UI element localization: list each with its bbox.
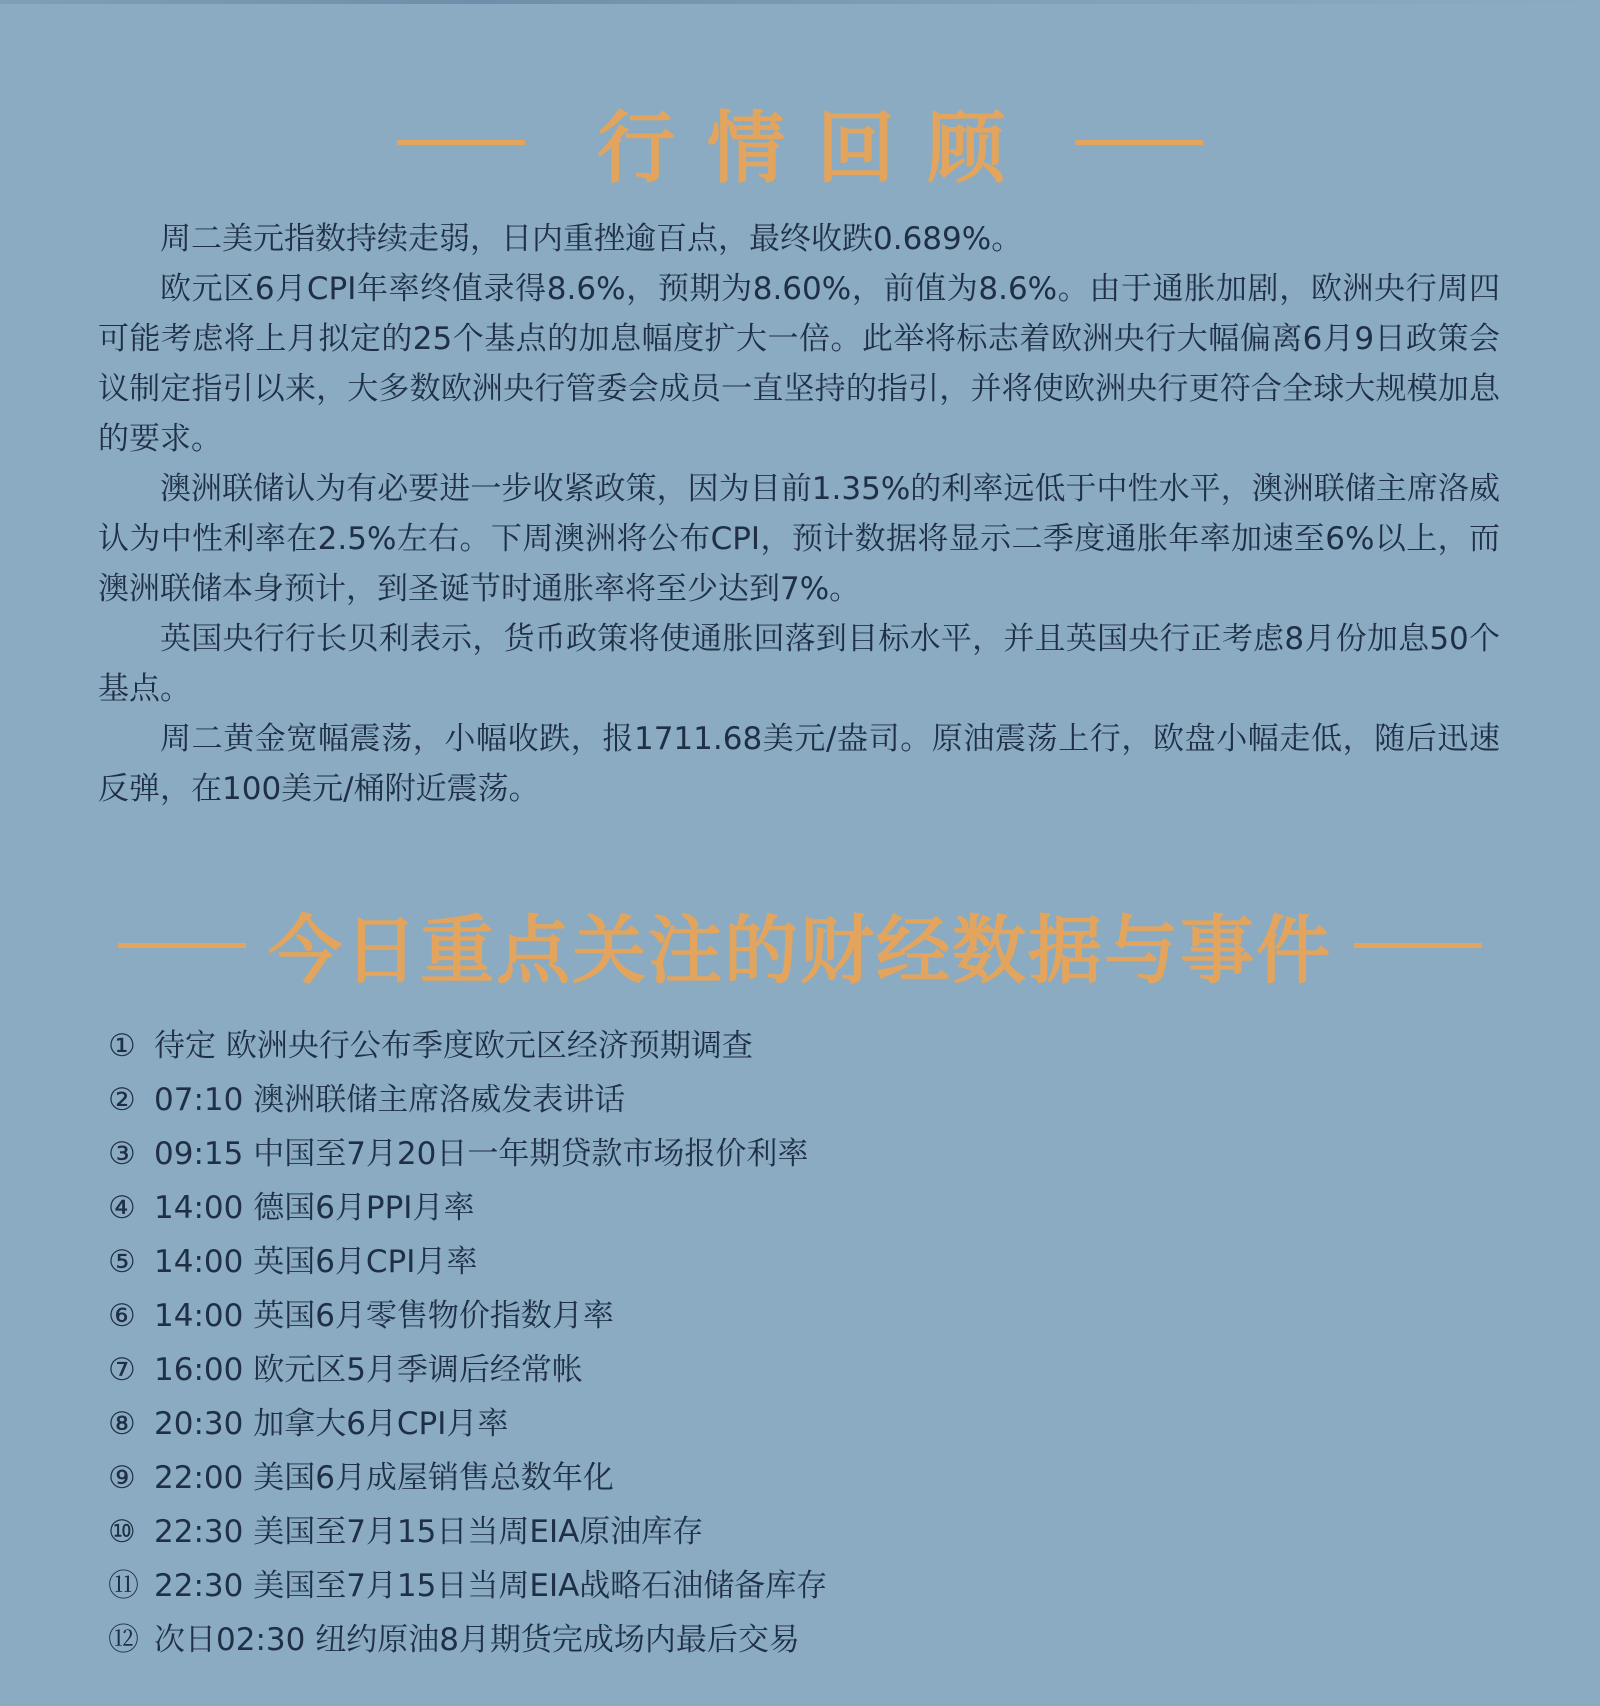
event-number: ⑩ bbox=[108, 1514, 136, 1550]
event-item bbox=[108, 1505, 1408, 1559]
review-paragraph: 英国央行行长贝利表示，货币政策将使通胀回落到目标水平，并且英国央行正考虑8月份加息50个基点。 bbox=[98, 621, 1500, 707]
event-number: ⑤ bbox=[108, 1244, 136, 1280]
focus-section-heading bbox=[0, 895, 1600, 995]
event-number: ① bbox=[108, 1028, 136, 1064]
event-item bbox=[108, 1073, 1408, 1127]
event-text: 待定 欧洲央行公布季度欧元区经济预期调查 bbox=[154, 1028, 753, 1064]
event-text: 22:30 美国至7月15日当周EIA原油库存 bbox=[154, 1514, 704, 1550]
heading-right-rule bbox=[1075, 140, 1203, 145]
review-paragraph: 周二美元指数持续走弱，日内重挫逾百点，最终收跌0.689%。 bbox=[160, 221, 1023, 257]
review-title: 行情回顾 bbox=[596, 104, 1037, 194]
event-number: ⑪ bbox=[108, 1568, 139, 1604]
event-text: 09:15 中国至7月20日一年期贷款市场报价利率 bbox=[154, 1136, 809, 1172]
event-text: 22:00 美国6月成屋销售总数年化 bbox=[154, 1460, 614, 1496]
top-decorative-strip bbox=[0, 0, 1600, 4]
event-item bbox=[108, 1397, 1408, 1451]
events-list bbox=[108, 1019, 1408, 1667]
event-text: 14:00 英国6月零售物价指数月率 bbox=[154, 1298, 614, 1334]
event-text: 14:00 英国6月CPI月率 bbox=[154, 1244, 478, 1280]
event-number: ⑦ bbox=[108, 1352, 136, 1388]
event-item bbox=[108, 1235, 1408, 1289]
event-text: 16:00 欧元区5月季调后经常帐 bbox=[154, 1352, 583, 1388]
event-text: 14:00 德国6月PPI月率 bbox=[154, 1190, 475, 1226]
heading-right-rule bbox=[1354, 943, 1482, 948]
event-number: ④ bbox=[108, 1190, 136, 1226]
event-number: ⑥ bbox=[108, 1298, 136, 1334]
event-item bbox=[108, 1289, 1408, 1343]
event-item bbox=[108, 1451, 1408, 1505]
review-body bbox=[98, 214, 1500, 814]
event-number: ⑧ bbox=[108, 1406, 136, 1442]
heading-left-rule bbox=[397, 140, 525, 145]
event-number: ⑨ bbox=[108, 1460, 136, 1496]
event-item bbox=[108, 1343, 1408, 1397]
event-item bbox=[108, 1181, 1408, 1235]
event-text: 07:10 澳洲联储主席洛威发表讲话 bbox=[154, 1082, 626, 1118]
event-text: 次日02:30 纽约原油8月期货完成场内最后交易 bbox=[154, 1622, 800, 1658]
focus-title: 今日重点关注的财经数据与事件 bbox=[268, 908, 1332, 994]
review-paragraph: 欧元区6月CPI年率终值录得8.6%，预期为8.60%，前值为8.6%。由于通胀加剧，欧洲央行周四可能考虑将上月拟定的25个基点的加息幅度扩大一倍。此举将标志着欧洲央行大幅偏离6月9日政策会议制定指引以来，大多数欧洲央行管委会成员一直坚持的指引，并将使欧洲央行更符合全球大规模加息的要求。 bbox=[98, 271, 1500, 457]
event-number: ⑫ bbox=[108, 1622, 139, 1658]
event-text: 20:30 加拿大6月CPI月率 bbox=[154, 1406, 509, 1442]
heading-left-rule bbox=[118, 943, 246, 948]
event-item bbox=[108, 1019, 1408, 1073]
event-number: ② bbox=[108, 1082, 136, 1118]
event-item bbox=[108, 1127, 1408, 1181]
event-number: ③ bbox=[108, 1136, 136, 1172]
review-paragraph: 周二黄金宽幅震荡，小幅收跌，报1711.68美元/盎司。原油震荡上行，欧盘小幅走低，随后迅速反弹，在100美元/桶附近震荡。 bbox=[98, 721, 1500, 807]
review-section-heading bbox=[0, 92, 1600, 192]
review-paragraph: 澳洲联储认为有必要进一步收紧政策，因为目前1.35%的利率远低于中性水平，澳洲联储主席洛威认为中性利率在2.5%左右。下周澳洲将公布CPI，预计数据将显示二季度通胀年率加速至6%以上，而澳洲联储本身预计，到圣诞节时通胀率将至少达到7%。 bbox=[98, 471, 1500, 607]
event-item bbox=[108, 1559, 1408, 1613]
event-text: 22:30 美国至7月15日当周EIA战略石油储备库存 bbox=[154, 1568, 828, 1604]
event-item bbox=[108, 1613, 1408, 1667]
